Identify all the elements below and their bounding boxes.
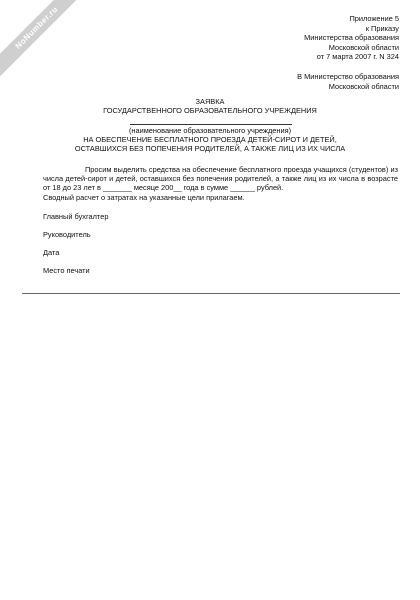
institution-name-line <box>130 124 292 125</box>
document-title: ЗАЯВКА <box>195 97 225 106</box>
watermark-ribbon: NoNumber.ru <box>0 0 89 80</box>
annex-line: Московской области <box>328 42 399 52</box>
recipient-line: В Министерство образования <box>297 72 399 81</box>
recipient-block <box>297 72 399 91</box>
annex-line: Приложение 5 <box>349 14 399 23</box>
recipient-line: Московской области <box>328 81 399 91</box>
date-label: Дата <box>43 248 60 257</box>
purpose-line-2: ОСТАВШИХСЯ БЕЗ ПОПЕЧЕНИЯ РОДИТЕЛЕЙ, А ТАКЖЕ ЛИЦ ИЗ ИХ ЧИСЛА <box>74 144 346 153</box>
document-subtitle: ГОСУДАРСТВЕННОГО ОБРАЗОВАТЕЛЬНОГО УЧРЕЖДЕНИЯ <box>103 106 317 115</box>
stamp-place-label: Место печати <box>43 266 90 275</box>
annex-line: к Приказу <box>365 23 399 33</box>
director-label: Руководитель <box>43 230 91 239</box>
institution-name-note: (наименование образовательного учреждения) <box>128 126 292 135</box>
annex-block <box>304 14 399 62</box>
purpose-line-1: НА ОБЕСПЕЧЕНИЕ БЕСПЛАТНОГО ПРОЕЗДА ДЕТЕЙ-СИРОТ И ДЕТЕЙ, <box>83 135 337 144</box>
page-divider <box>22 293 400 294</box>
attachment-note: Сводный расчет о затратах на указанные цели прилагаем. <box>43 192 245 202</box>
annex-line: от 7 марта 2007 г. N 324 <box>316 52 399 61</box>
request-paragraph: Просим выделить средства на обеспечение бесплатного проезда учащихся (студентов) из числа детей-сирот и детей, оставшихся без попечения родителей, а также лиц из их числа в возрасте от 18 до 23 лет в _______ месяце 200__ года в сумме ______ рублей. <box>43 165 398 193</box>
request-body <box>43 165 398 202</box>
chief-accountant-label: Главный бухгалтер <box>43 212 109 221</box>
annex-line: Министерства образования <box>304 33 399 42</box>
